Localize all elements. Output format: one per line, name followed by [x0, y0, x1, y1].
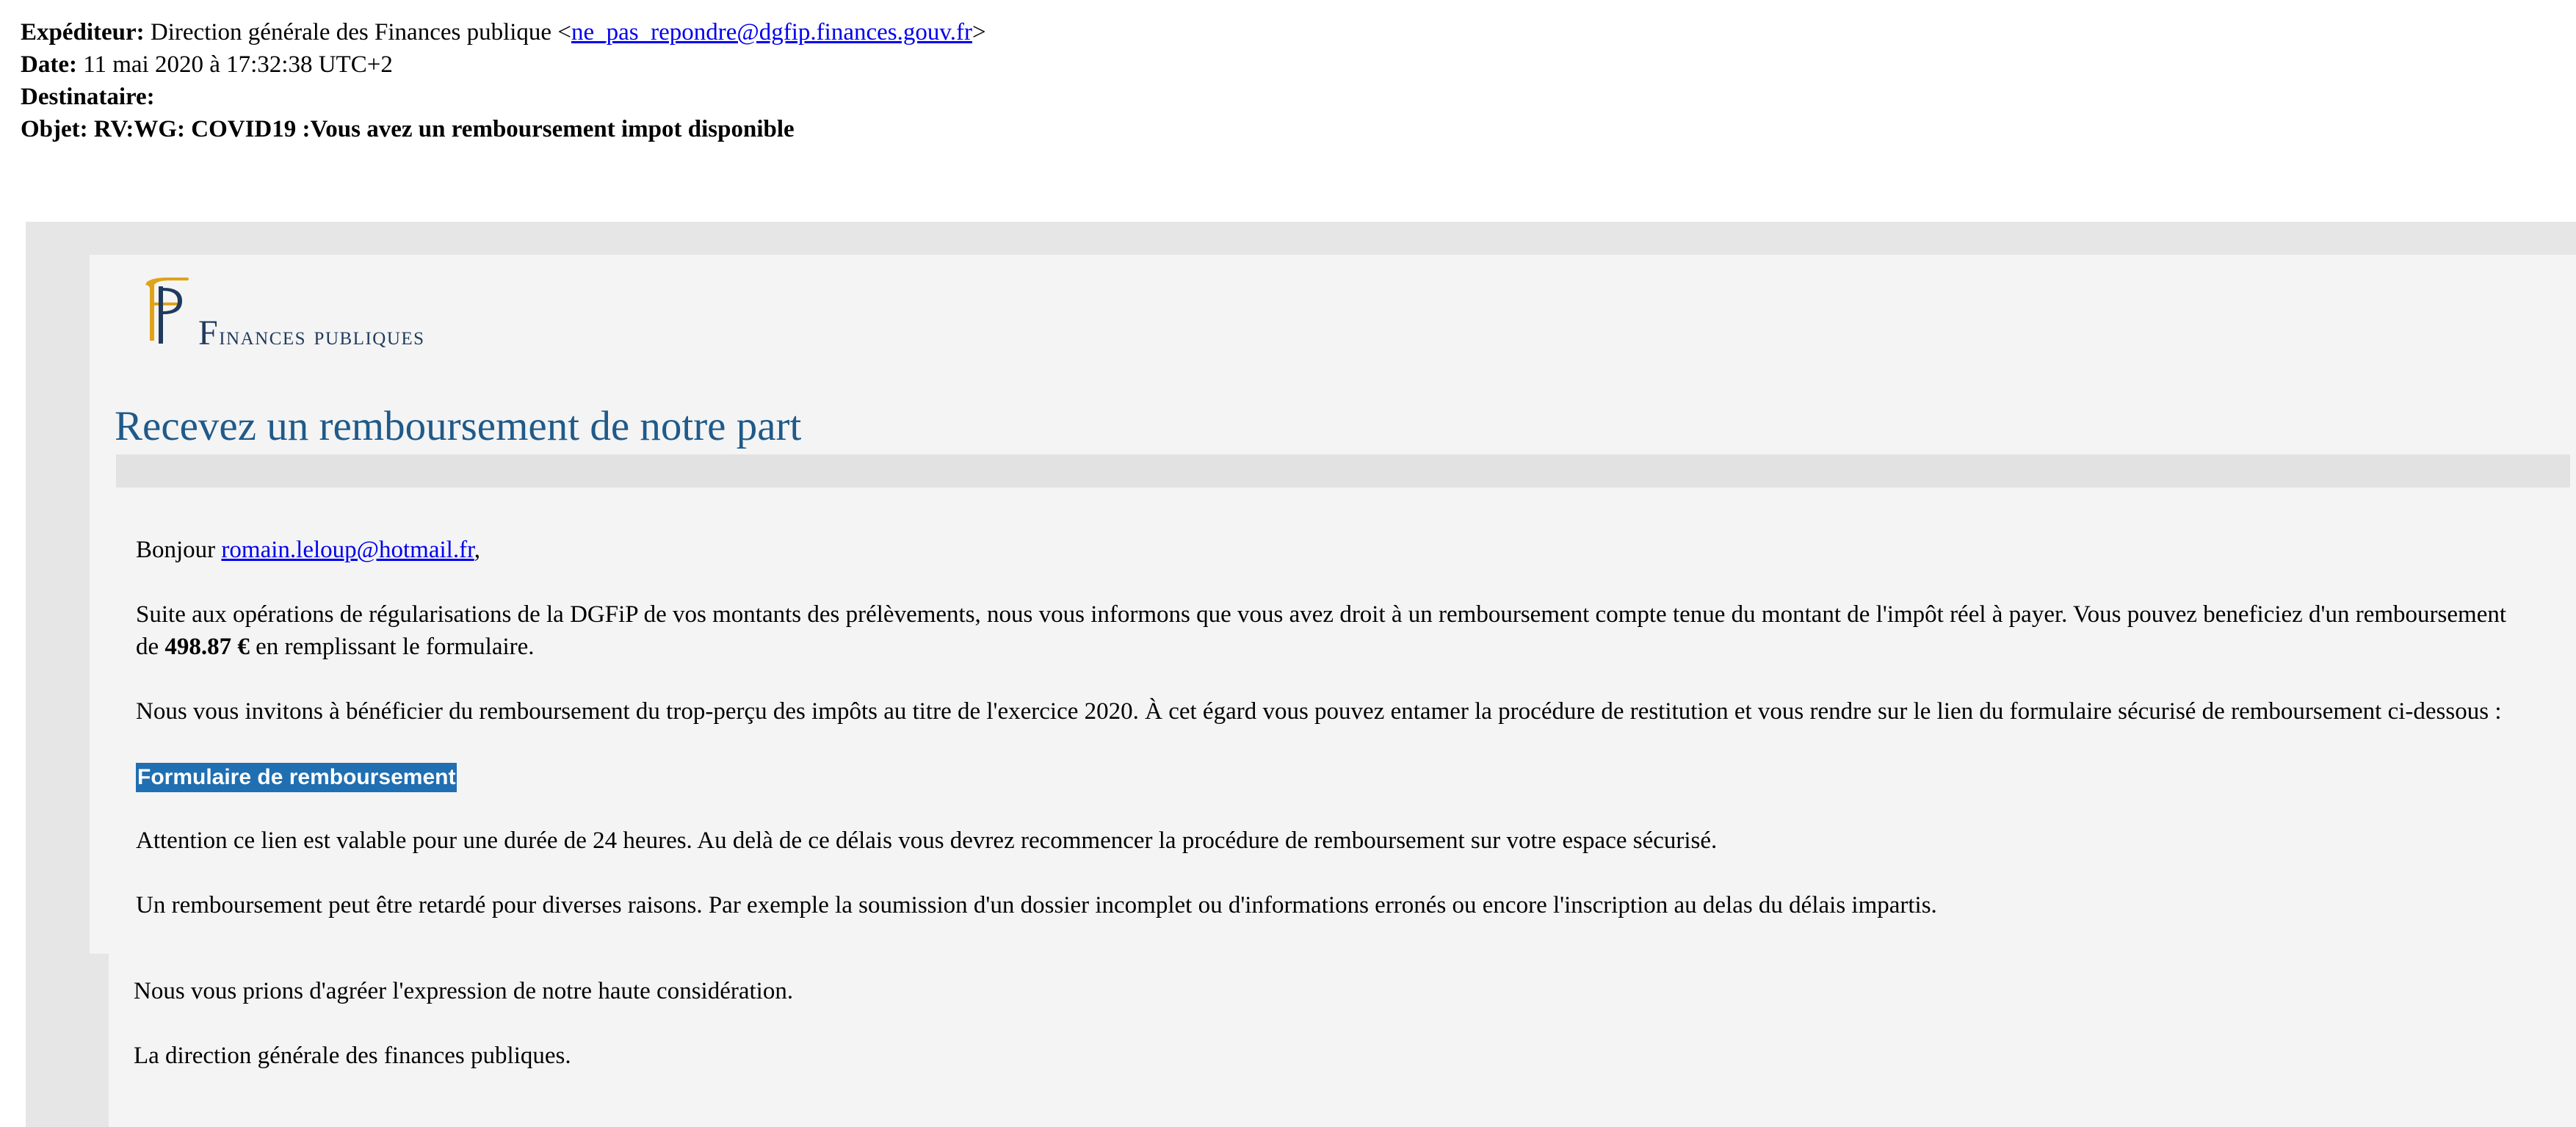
message-closing: [134, 975, 793, 1104]
recipient-label: Destinataire:: [21, 84, 155, 110]
logo-wordmark: [198, 313, 425, 353]
finances-publiques-logo: [137, 273, 592, 354]
refund-form-link[interactable]: Formulaire de remboursement: [136, 763, 457, 792]
paragraph-refund-end: en remplissant le formulaire.: [249, 634, 535, 660]
paragraph-refund-info: [136, 598, 2530, 663]
greeting-prefix: Bonjour: [136, 537, 222, 563]
logo-initial: F: [198, 314, 220, 352]
greeting-suffix: ,: [474, 537, 480, 563]
paragraph-refund-text: Suite aux opérations de régularisations de la DGFiP de vos montants des prélèvements, nous vous informons que vous avez droit à un remboursement compte tenue du montant de l'impôt réel à payer. Vous pouvez beneficiez d'un remboursement de: [136, 601, 2507, 660]
subject-label: Objet:: [21, 116, 88, 142]
sender-label: Expéditeur:: [21, 19, 145, 46]
email-header: [21, 16, 986, 145]
message-body: [136, 534, 2530, 954]
sender-name: Direction générale des Finances publique: [150, 19, 552, 46]
date-label: Date:: [21, 51, 77, 78]
refund-amount: 498.87 €: [164, 634, 250, 660]
date-value: 11 mai 2020 à 17:32:38 UTC+2: [83, 51, 393, 78]
recipient-line: [21, 81, 986, 113]
cta-container: [136, 760, 2530, 792]
logo-word: inances publiques: [219, 321, 425, 350]
greeting: [136, 534, 2530, 566]
message-title: Recevez un remboursement de notre part: [115, 403, 802, 449]
paragraph-expiry-warning: Attention ce lien est valable pour une durée de 24 heures. Au delà de ce délais vous devrez recommencer la procédure de remboursement sur votre espace sécurisé.: [136, 827, 1718, 855]
subject-value: RV:WG: COVID19 :Vous avez un remboursement impot disponible: [93, 116, 795, 142]
closing-signature: La direction générale des finances publiques.: [134, 1043, 571, 1069]
paragraph-delay-reasons: Un remboursement peut être retardé pour diverses raisons. Par exemple la soumission d'un dossier incomplet ou d'informations erronés ou encore l'inscription au delas du délais impartis.: [136, 892, 1937, 919]
sender-email-link[interactable]: ne_pas_repondre@dgfip.finances.gouv.fr: [571, 19, 972, 46]
paragraph-invitation: Nous vous invitons à bénéficier du remboursement du trop-perçu des impôts au titre de l'exercice 2020. À cet égard vous pouvez entamer la procédure de restitution et vous rendre sur le lien du formulaire sécurisé de remboursement ci-dessous :: [136, 698, 2502, 725]
recipient-email-link[interactable]: romain.leloup@hotmail.fr: [221, 537, 474, 563]
title-divider-bar: [116, 454, 2570, 488]
sender-line: [21, 16, 986, 48]
closing-salutation: Nous vous prions d'agréer l'expression de notre haute considération.: [134, 978, 794, 1004]
sender-bracket-open: <: [557, 19, 571, 46]
sender-bracket-close: >: [972, 19, 986, 46]
marianne-f-icon: [137, 273, 195, 347]
subject-line: [21, 113, 986, 145]
date-line: [21, 48, 986, 81]
